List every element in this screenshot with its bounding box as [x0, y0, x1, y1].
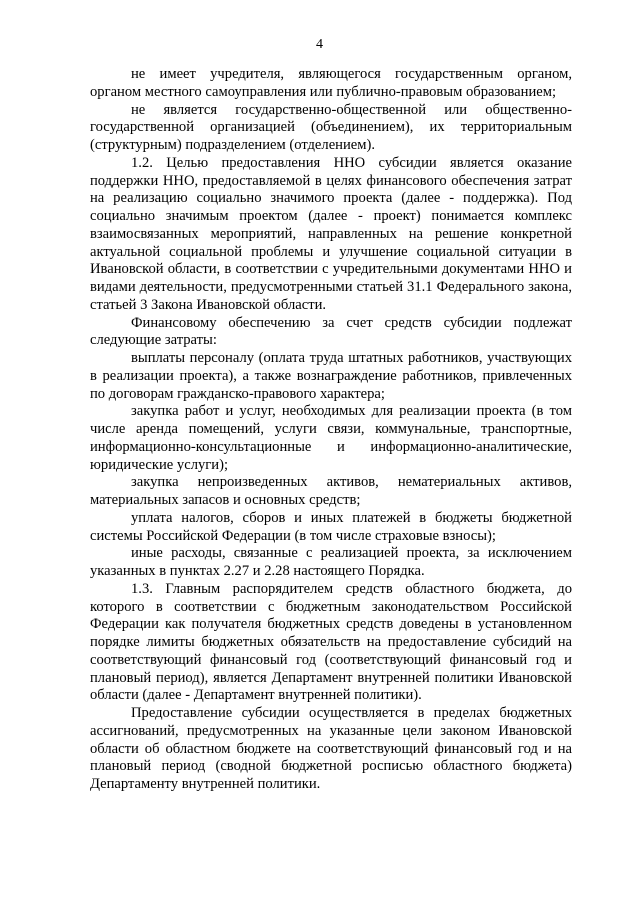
- paragraph-expense-services: закупка работ и услуг, необходимых для реализации проекта (в том числе аренда помещений, услуги связи, коммунальные, транспортные, информационно-консультационные и информационно-аналитические, юридические услуги);: [90, 403, 572, 473]
- paragraph-expense-personnel: выплаты персоналу (оплата труда штатных работников, участвующих в реализации проекта), а также вознаграждение работников, привлеченных по договорам гражданско-правового характера;: [90, 350, 572, 402]
- document-body: [90, 66, 572, 794]
- paragraph-expense-assets: закупка непроизведенных активов, нематериальных активов, материальных запасов и основных средств;: [90, 474, 572, 508]
- paragraph-organization-condition: не является государственно-общественной или общественно-государственной организацией (объединением), их территориальным (структурным) подразделением (отделением).: [90, 101, 572, 153]
- paragraph-expense-taxes: уплата налогов, сборов и иных платежей в бюджеты бюджетной системы Российской Федерации (в том числе страховые взносы);: [90, 509, 572, 544]
- paragraph-expense-other: иные расходы, связанные с реализацией проекта, за исключением указанных в пунктах 2.27 и 2.28 настоящего Порядка.: [90, 545, 572, 579]
- page-number: 4: [316, 37, 323, 52]
- paragraph-expenses-intro: Финансовому обеспечению за счет средств субсидии подлежат следующие затраты:: [90, 314, 572, 349]
- paragraph-founder-condition: не имеет учредителя, являющегося государственным органом, органом местного самоуправления или публично-правовым образованием;: [90, 66, 572, 100]
- paragraph-subsidy-limits: Предоставление субсидии осуществляется в пределах бюджетных ассигнований, предусмотренных на указанные цели законом Ивановской области об областном бюджете на соответствующий финансовый год и на плановый период (сводной бюджетной росписью областного бюджета) Департаменту внутренней политики.: [90, 705, 572, 792]
- paragraph-1-2-purpose: 1.2. Целью предоставления ННО субсидии является оказание поддержки ННО, предоставляемой в целях финансового обеспечения затрат на реализацию социально значимого проекта (далее - поддержка). Под социально значимым проектом (далее - проект) понимается комплекс взаимосвязанных мероприятий, направленных на решение конкретной актуальной социальной проблемы и улучшение социальной ситуации в Ивановской области, в соответствии с учредительными документами ННО и видами деятельности, предусмотренными статьей 31.1 Федерального закона, статьей 3 Закона Ивановской области.: [90, 154, 572, 313]
- paragraph-1-3-main-administrator: 1.3. Главным распорядителем средств областного бюджета, до которого в соответствии с бюджетным законодательством Российской Федерации как получателя бюджетных средств доведены в установленном порядке лимиты бюджетных обязательств на предоставление субсидий на соответствующий финансовый год (соответствующий финансовый год и плановый период), является Департамент внутренней политики Ивановской области (далее - Департамент внутренней политики).: [90, 580, 572, 704]
